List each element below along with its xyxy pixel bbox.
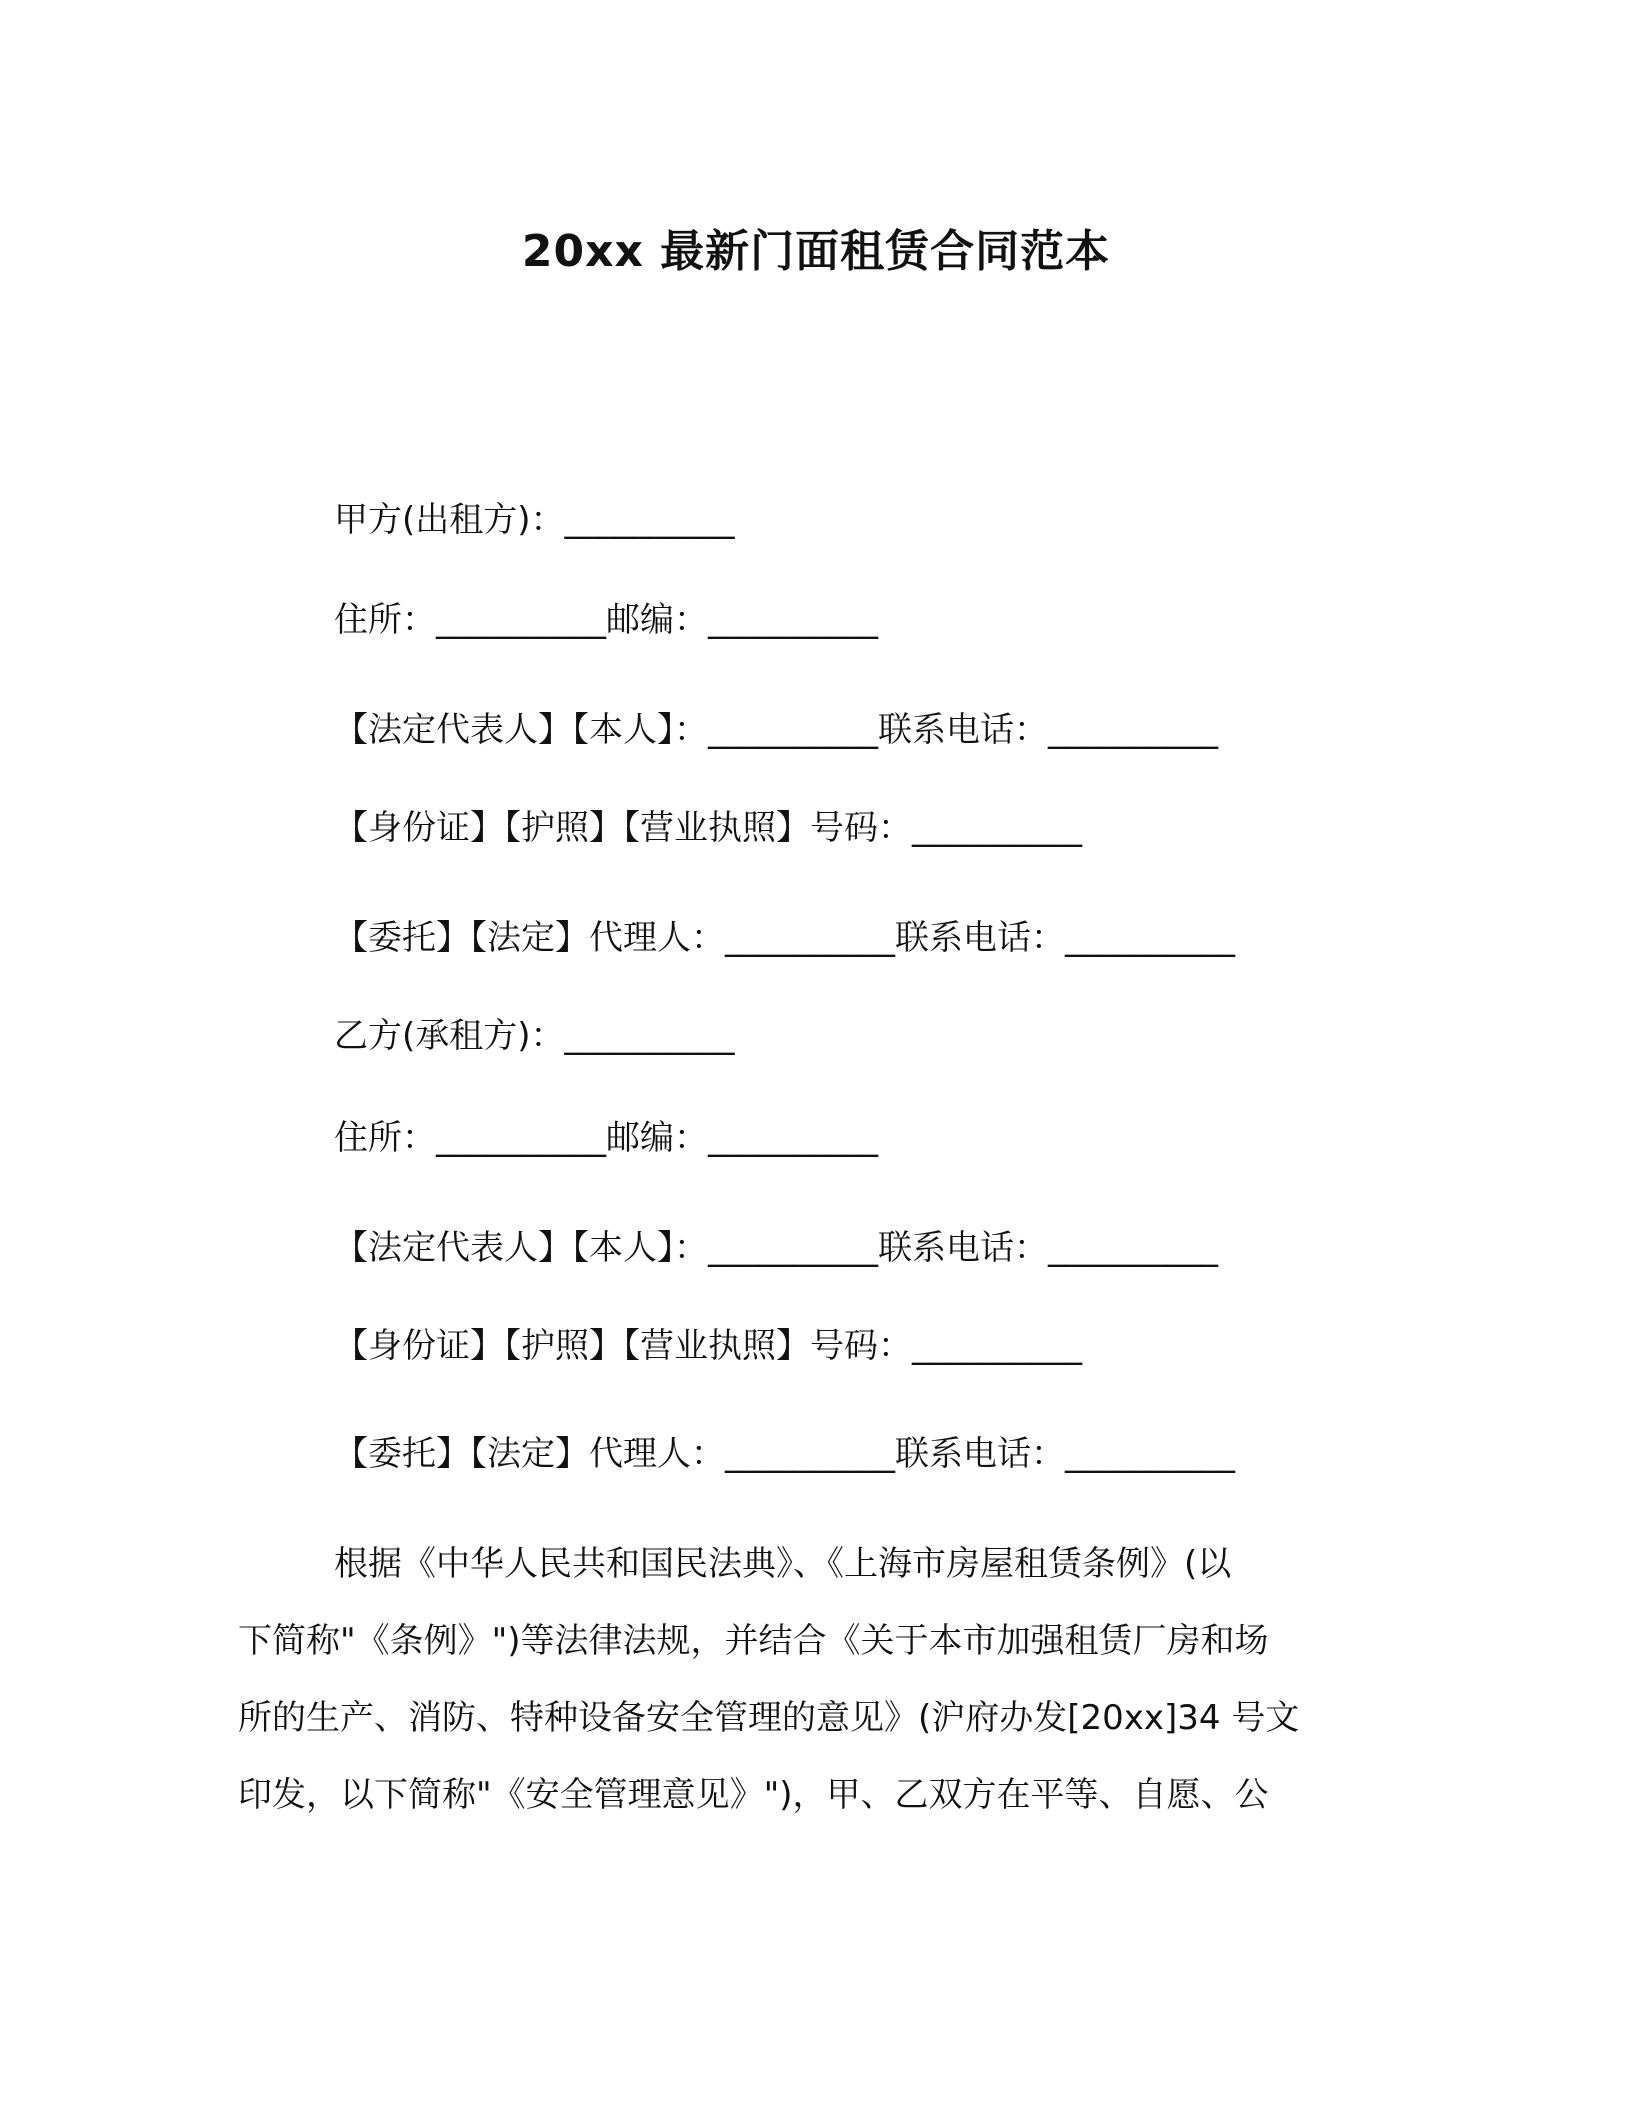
- party-b-address-line: 住所：__________邮编：__________: [334, 1118, 878, 1158]
- party-a-name-line: 甲方(出租方)：__________: [334, 500, 735, 540]
- party-a-representative-line: 【法定代表人】【本人】：__________联系电话：__________: [334, 710, 1218, 750]
- paragraph-line: 下简称"《条例》")等法律法规，并结合《关于本市加强租赁厂房和场: [238, 1621, 1269, 1661]
- party-b-id-line: 【身份证】【护照】【营业执照】号码：__________: [334, 1326, 1082, 1366]
- paragraph-line: 所的生产、消防、特种设备安全管理的意见》(沪府办发[20xx]34 号文: [238, 1698, 1300, 1738]
- paragraph-line: 根据《中华人民共和国民法典》、《上海市房屋租赁条例》(以: [334, 1544, 1232, 1584]
- party-b-agent-line: 【委托】【法定】代理人：__________联系电话：__________: [334, 1434, 1235, 1474]
- document-title: 20xx 最新门面租赁合同范本: [521, 226, 1111, 277]
- party-a-id-line: 【身份证】【护照】【营业执照】号码：__________: [334, 808, 1082, 848]
- paragraph-line: 印发，以下简称"《安全管理意见》")，甲、乙双方在平等、自愿、公: [238, 1775, 1269, 1815]
- party-b-name-line: 乙方(承租方)：__________: [334, 1016, 735, 1056]
- party-a-address-line: 住所：__________邮编：__________: [334, 600, 878, 640]
- preamble-paragraph: [238, 1526, 1380, 1834]
- party-b-representative-line: 【法定代表人】【本人】：__________联系电话：__________: [334, 1228, 1218, 1268]
- party-a-agent-line: 【委托】【法定】代理人：__________联系电话：__________: [334, 918, 1235, 958]
